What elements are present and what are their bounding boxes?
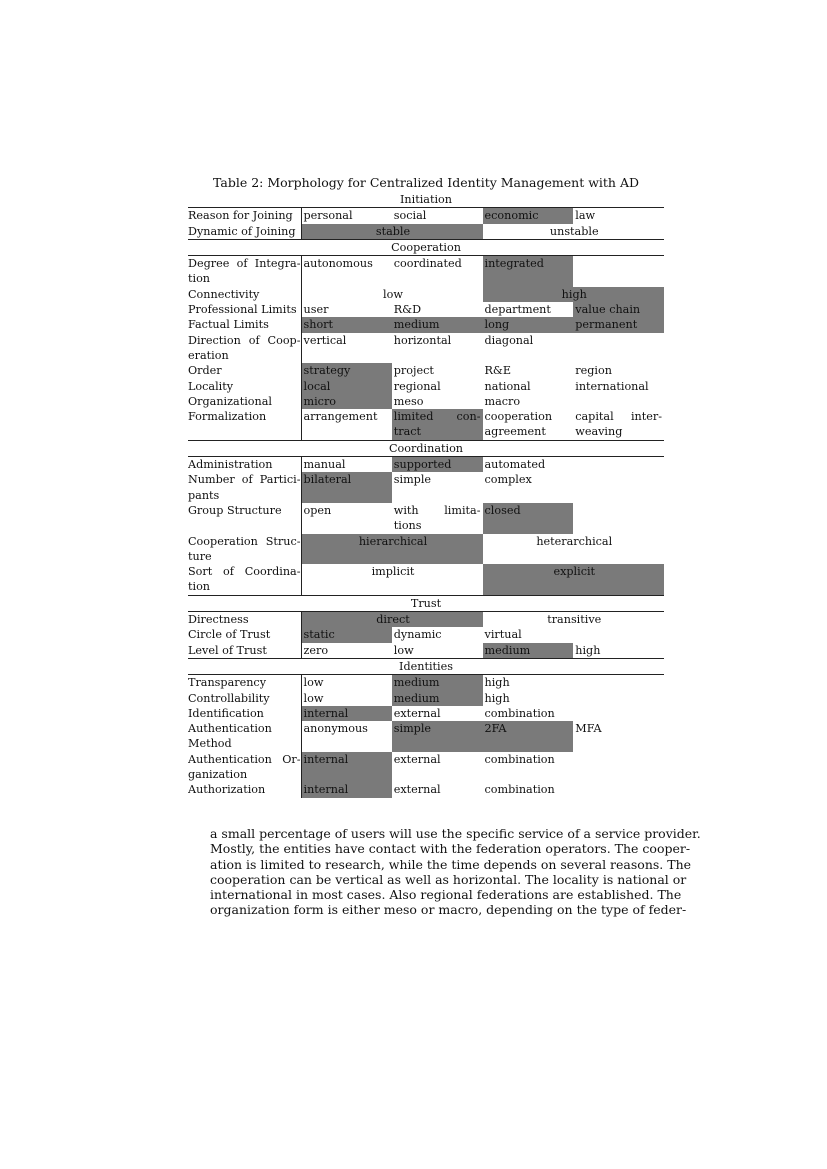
selected-option-cell <box>301 782 392 797</box>
table-row <box>188 379 664 394</box>
option-text-line: combination <box>484 706 555 720</box>
selected-option-cell <box>392 675 483 691</box>
table-row <box>188 363 664 378</box>
option-text-line: meso <box>393 394 424 408</box>
table-row <box>188 394 664 409</box>
table-row <box>188 472 664 503</box>
option-text-line: diagonal <box>484 333 534 347</box>
option-text-line: social <box>393 209 427 223</box>
row-label-line: pants <box>188 488 220 502</box>
selected-option-cell <box>483 503 574 534</box>
option-text-line: zero <box>303 643 329 657</box>
section-header-row <box>188 658 664 674</box>
section-title: Cooperation <box>188 239 664 255</box>
selected-option-cell <box>392 721 483 752</box>
selected-option-cell <box>573 317 664 332</box>
option-text-line: short <box>303 318 334 332</box>
option-cell <box>392 472 483 503</box>
row-label <box>188 379 301 394</box>
option-text-line: low <box>393 643 414 657</box>
option-text-line: hierarchical <box>358 534 428 548</box>
section-header-row <box>188 595 664 611</box>
option-cell <box>392 208 483 224</box>
option-text-line: R&D <box>393 303 422 317</box>
option-text-line: internal <box>303 783 349 797</box>
option-cell <box>483 612 665 628</box>
row-label-line: Administration <box>188 458 273 472</box>
selected-option-cell <box>301 472 392 503</box>
selected-option-cell <box>483 287 665 302</box>
option-cell <box>301 675 392 691</box>
row-label <box>188 394 301 409</box>
option-cell <box>392 782 483 797</box>
paragraph-line: Mostly, the entities have contact with the federation operators. The cooper- <box>210 841 691 857</box>
option-cell <box>392 503 483 534</box>
option-cell <box>483 457 574 473</box>
row-label <box>188 363 301 378</box>
option-text-line: transitive <box>547 613 602 627</box>
row-label <box>188 503 301 534</box>
option-text-line: micro <box>303 394 337 408</box>
option-cell <box>573 627 664 642</box>
option-cell <box>392 302 483 317</box>
selected-option-cell <box>573 302 664 317</box>
selected-option-cell <box>392 317 483 332</box>
option-text-line <box>575 472 664 487</box>
option-cell <box>573 256 664 287</box>
option-text-line: supported <box>393 458 452 472</box>
row-label-line: Order <box>188 364 222 378</box>
table-row <box>188 752 664 783</box>
table-row <box>188 627 664 642</box>
row-label-line: Controllability <box>188 691 270 705</box>
option-text-line <box>575 256 664 271</box>
row-label-line: Connectivity <box>188 287 260 301</box>
table-row <box>188 503 664 534</box>
option-cell <box>483 782 574 797</box>
option-cell <box>301 302 392 317</box>
table-row <box>188 675 664 691</box>
row-label <box>188 627 301 642</box>
option-text-line: autonomous <box>303 257 373 271</box>
section-header-row <box>188 192 664 208</box>
option-text-line: heterarchical <box>536 534 613 548</box>
table-row <box>188 643 664 659</box>
row-label-line: Circle of Trust <box>188 628 271 642</box>
option-text-line: unstable <box>549 224 599 238</box>
option-text-line <box>575 675 664 690</box>
option-text-line: external <box>393 752 441 766</box>
option-text-line: combination <box>484 752 555 766</box>
option-text-line: closed <box>484 503 521 517</box>
option-cell <box>392 706 483 721</box>
row-label-line: Transparency <box>188 676 267 690</box>
option-cell <box>483 706 574 721</box>
selected-option-cell <box>483 721 574 752</box>
selected-option-cell <box>301 612 483 628</box>
option-text-line: internal <box>303 752 349 766</box>
option-text-line: low <box>303 676 324 690</box>
paragraph-line: international in most cases. Also regional federations are established. The <box>210 887 682 903</box>
option-cell <box>573 363 664 378</box>
selected-option-cell <box>301 534 483 565</box>
row-label <box>188 564 301 595</box>
option-cell <box>483 472 574 503</box>
option-cell <box>483 675 574 691</box>
table-row <box>188 224 664 240</box>
row-label-line: Factual Limits <box>188 318 269 332</box>
option-text-line: low <box>303 691 324 705</box>
option-text-line: international <box>575 379 649 393</box>
option-cell <box>483 333 574 364</box>
option-text-line: explicit <box>553 565 596 579</box>
option-cell <box>483 627 574 642</box>
option-cell <box>573 721 664 752</box>
option-text-line: economic <box>484 209 539 223</box>
table-row <box>188 564 664 595</box>
option-text-line: personal <box>303 209 353 223</box>
option-cell <box>483 534 665 565</box>
option-cell <box>573 706 664 721</box>
option-text-line <box>575 503 664 518</box>
table-row <box>188 302 664 317</box>
option-cell <box>301 721 392 752</box>
row-label <box>188 256 301 287</box>
row-label <box>188 333 301 364</box>
option-text-line: region <box>575 364 612 378</box>
option-text-line <box>575 782 664 797</box>
table-row <box>188 409 664 440</box>
option-cell <box>301 333 392 364</box>
option-cell <box>392 752 483 783</box>
selected-option-cell <box>483 564 665 595</box>
option-text-line: stable <box>375 224 411 238</box>
option-text-line: combination <box>484 783 555 797</box>
row-label-line: Professional Limits <box>188 303 297 317</box>
row-label-line: Reason for Joining <box>188 209 293 223</box>
option-text-line: cooperation <box>484 410 553 424</box>
selected-option-cell <box>301 627 392 642</box>
option-text-line: integrated <box>484 257 544 271</box>
option-text-line: implicit <box>371 565 415 579</box>
selected-option-cell <box>392 409 483 440</box>
option-text-line: MFA <box>575 722 602 736</box>
row-label-line: Locality <box>188 379 234 393</box>
row-label-line: Group Structure <box>188 503 282 517</box>
row-label-line: Sort of Coordina- <box>188 565 301 579</box>
option-cell <box>301 409 392 440</box>
option-text-line: project <box>393 364 434 378</box>
row-label <box>188 287 301 302</box>
row-label <box>188 612 301 628</box>
section-title: Coordination <box>188 440 664 456</box>
row-label <box>188 675 301 691</box>
option-cell <box>573 643 664 659</box>
option-text-line: high <box>561 287 587 301</box>
body-paragraph <box>210 826 701 918</box>
option-text-line: virtual <box>484 628 522 642</box>
option-cell <box>392 394 483 409</box>
option-cell <box>573 409 664 440</box>
option-cell <box>483 394 574 409</box>
option-cell <box>573 394 664 409</box>
row-label-line: Number of Partici- <box>188 473 301 487</box>
option-cell <box>483 409 574 440</box>
section-title: Identities <box>188 658 664 674</box>
selected-option-cell <box>301 363 392 378</box>
row-label-line: Authentication <box>188 722 272 736</box>
option-text-line: high <box>484 676 510 690</box>
table-row <box>188 208 664 224</box>
option-cell <box>301 208 392 224</box>
option-text-line: regional <box>393 379 441 393</box>
option-cell <box>483 363 574 378</box>
option-text-line: horizontal <box>393 333 452 347</box>
option-cell <box>483 379 574 394</box>
option-text-line: direct <box>376 613 410 627</box>
option-cell <box>483 752 574 783</box>
table-row <box>188 782 664 797</box>
option-text-line: static <box>303 628 335 642</box>
section-header-row <box>188 440 664 456</box>
option-text-line <box>575 706 664 721</box>
table-row <box>188 534 664 565</box>
row-label-line: ganization <box>188 767 248 781</box>
table-row <box>188 457 664 473</box>
selected-option-cell <box>301 752 392 783</box>
option-cell <box>392 379 483 394</box>
option-text-line: law <box>575 209 596 223</box>
row-label <box>188 409 301 440</box>
selected-option-cell <box>301 317 392 332</box>
option-cell <box>573 472 664 503</box>
option-cell <box>573 503 664 534</box>
option-cell <box>392 363 483 378</box>
option-cell <box>573 782 664 797</box>
option-text-line: medium <box>484 643 531 657</box>
option-cell <box>483 224 665 240</box>
option-cell <box>301 503 392 534</box>
option-text-line: national <box>484 379 531 393</box>
option-text-line: medium <box>393 318 440 332</box>
option-text-line: capital inter- <box>575 410 663 424</box>
option-text-line <box>575 394 664 409</box>
option-text-line: complex <box>484 473 532 487</box>
paragraph-line: organization form is either meso or macro, depending on the type of feder- <box>210 902 687 918</box>
option-text-line: long <box>484 318 510 332</box>
option-cell <box>573 752 664 783</box>
table-caption: Table 2: Morphology for Centralized Identity Management with AD <box>213 175 639 190</box>
row-label <box>188 317 301 332</box>
option-text-line: coordinated <box>393 257 462 271</box>
option-cell <box>301 564 483 595</box>
option-cell <box>573 457 664 473</box>
option-cell <box>392 643 483 659</box>
option-text-line: agreement <box>484 425 546 439</box>
option-text-line: automated <box>484 458 546 472</box>
row-label-line: Organizational <box>188 394 272 408</box>
option-text-line <box>575 691 664 706</box>
option-text-line: 2FA <box>484 722 507 736</box>
option-cell <box>573 691 664 706</box>
section-header-row <box>188 239 664 255</box>
option-text-line: high <box>484 691 510 705</box>
option-cell <box>573 379 664 394</box>
row-label-line: Authorization <box>188 783 266 797</box>
table-row <box>188 256 664 287</box>
option-text-line: value chain <box>575 303 641 317</box>
row-label-line: tion <box>188 580 211 594</box>
row-label-line: Directness <box>188 613 249 627</box>
selected-option-cell <box>483 256 574 287</box>
option-cell <box>392 333 483 364</box>
option-text-line: dynamic <box>393 628 442 642</box>
selected-option-cell <box>483 317 574 332</box>
option-cell <box>392 256 483 287</box>
selected-option-cell <box>301 224 483 240</box>
row-label <box>188 706 301 721</box>
row-label-line: Cooperation Struc- <box>188 534 301 548</box>
option-cell <box>301 643 392 659</box>
row-label-line: Identification <box>188 706 264 720</box>
row-label <box>188 457 301 473</box>
row-label-line: Direction of Coop- <box>188 333 301 347</box>
option-text-line: vertical <box>303 333 347 347</box>
option-cell <box>301 691 392 706</box>
option-text-line <box>575 627 664 642</box>
option-text-line: permanent <box>575 318 638 332</box>
row-label-line: Level of Trust <box>188 643 267 657</box>
option-cell <box>573 333 664 364</box>
selected-option-cell <box>392 457 483 473</box>
option-text-line: R&E <box>484 364 512 378</box>
row-label-line: tion <box>188 272 211 286</box>
option-text-line: arrangement <box>303 410 378 424</box>
option-text-line: department <box>484 303 551 317</box>
option-cell <box>483 691 574 706</box>
option-text-line: bilateral <box>303 473 352 487</box>
row-label <box>188 721 301 752</box>
row-label-line: Method <box>188 737 232 751</box>
row-label <box>188 752 301 783</box>
option-text-line: simple <box>393 473 432 487</box>
selected-option-cell <box>301 379 392 394</box>
section-title: Initiation <box>188 192 664 208</box>
option-text-line: strategy <box>303 364 351 378</box>
option-text-line: tions <box>393 519 422 533</box>
option-text-line: medium <box>393 676 440 690</box>
table-row <box>188 333 664 364</box>
table-row <box>188 706 664 721</box>
option-text-line <box>575 333 664 348</box>
option-cell <box>301 256 392 287</box>
option-text-line: limited con- <box>393 410 481 424</box>
table-row <box>188 721 664 752</box>
selected-option-cell <box>483 208 574 224</box>
row-label <box>188 208 301 224</box>
table-row <box>188 691 664 706</box>
table-row <box>188 287 664 302</box>
option-text-line: manual <box>303 458 346 472</box>
option-text-line <box>575 457 664 472</box>
option-cell <box>573 675 664 691</box>
option-text-line: macro <box>484 394 521 408</box>
row-label <box>188 224 301 240</box>
option-text-line: user <box>303 303 329 317</box>
option-cell <box>301 287 483 302</box>
row-label <box>188 302 301 317</box>
option-text-line <box>575 752 664 767</box>
row-label <box>188 782 301 797</box>
row-label-line: Dynamic of Joining <box>188 224 296 238</box>
option-text-line: high <box>575 643 601 657</box>
selected-option-cell <box>301 394 392 409</box>
row-label-line: Authentication Or- <box>188 752 301 766</box>
row-label <box>188 534 301 565</box>
selected-option-cell <box>483 643 574 659</box>
option-cell <box>573 208 664 224</box>
option-text-line: external <box>393 706 441 720</box>
option-text-line: local <box>303 379 331 393</box>
paragraph-line: ation is limited to research, while the time depends on several reasons. The <box>210 856 692 872</box>
paragraph-line: cooperation can be vertical as well as horizontal. The locality is national or <box>210 871 687 887</box>
row-label-line: Degree of Integra- <box>188 257 301 271</box>
option-text-line: with limita- <box>393 503 481 517</box>
paragraph-line: a small percentage of users will use the specific service of a service provider. <box>210 826 701 841</box>
table-row <box>188 317 664 332</box>
row-label <box>188 643 301 659</box>
option-text-line: external <box>393 783 441 797</box>
row-label-line: Formalization <box>188 410 267 424</box>
option-text-line: tract <box>393 425 422 439</box>
row-label-line: eration <box>188 348 229 362</box>
option-text-line: anonymous <box>303 722 368 736</box>
morphology-table <box>188 192 664 798</box>
row-label-line: ture <box>188 549 212 563</box>
option-text-line: low <box>383 287 403 301</box>
section-title: Trust <box>188 595 664 611</box>
option-text-line: open <box>303 503 332 517</box>
option-cell <box>483 302 574 317</box>
option-text-line: simple <box>393 722 432 736</box>
row-label <box>188 472 301 503</box>
selected-option-cell <box>392 691 483 706</box>
option-cell <box>301 457 392 473</box>
row-label <box>188 691 301 706</box>
option-cell <box>392 627 483 642</box>
option-text-line: weaving <box>575 425 623 439</box>
option-text-line: medium <box>393 691 440 705</box>
selected-option-cell <box>301 706 392 721</box>
table-row <box>188 612 664 628</box>
option-text-line: internal <box>303 706 349 720</box>
morphology-table-body <box>188 192 664 798</box>
